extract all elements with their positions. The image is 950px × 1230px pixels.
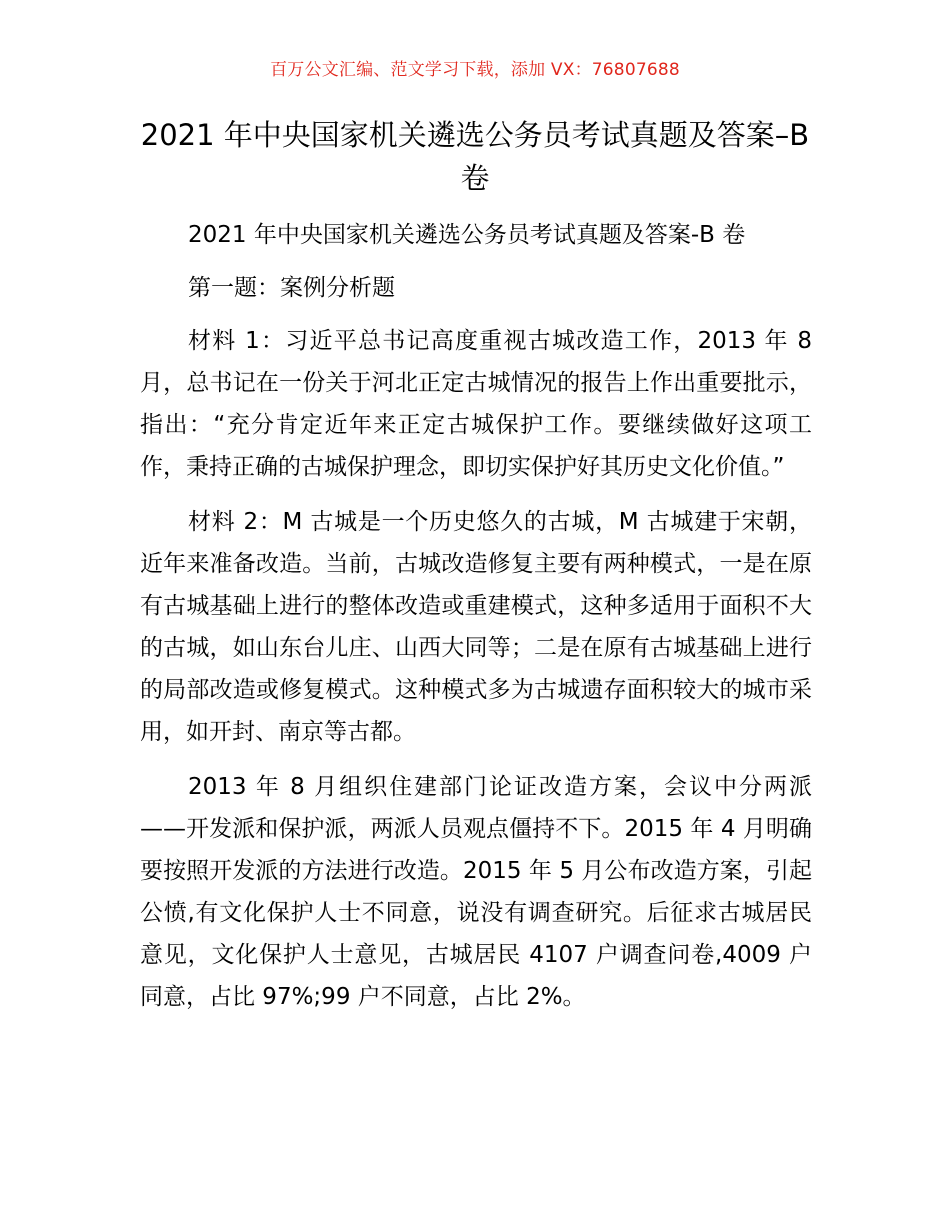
promo-banner: 百万公文汇编、范文学习下载，添加 VX：76807688 — [270, 60, 680, 80]
section-heading: 第一题：案例分析题 — [188, 275, 395, 301]
paragraph-material-2: 材料 2：M 古城是一个历史悠久的古城，M 古城建于宋朝，近年来准备改造。当前，古城改造修复主要有两种模式，一是在原有古城基础上进行的整体改造或重建模式，这种多适用于面积不大的古城，如山东台儿庄、山西大同等；二是在原有古城基础上进行的局部改造或修复模式。这种模式多为古城遗存面积较大的城市采用，如开封、南京等古都。 — [140, 509, 812, 745]
document-subtitle: 2021 年中央国家机关遴选公务员考试真题及答案-B 卷 — [188, 222, 746, 248]
paragraph-survey: 2013 年 8 月组织住建部门论证改造方案，会议中分两派——开发派和保护派，两派人员观点僵持不下。2015 年 4 月明确要按照开发派的方法进行改造。2015 年 5 月公布改造方案，引起公愤,有文化保护人士不同意，说没有调查研究。后征求古城居民意见，文化保护人士意见，古城居民 4107 户调查问卷,4009 户同意，占比 97%;99 户不同意，占比 2%。 — [140, 774, 812, 1010]
paragraph-material-1: 材料 1：习近平总书记高度重视古城改造工作，2013 年 8 月，总书记在一份关于河北正定古城情况的报告上作出重要批示，指出：“充分肯定近年来正定古城保护工作。要继续做好这项工作，秉持正确的古城保护理念，即切实保护好其历史文化价值。” — [140, 328, 812, 480]
document-title: 2021 年中央国家机关遴选公务员考试真题及答案–B 卷 — [140, 118, 810, 195]
document-body — [140, 214, 812, 1018]
